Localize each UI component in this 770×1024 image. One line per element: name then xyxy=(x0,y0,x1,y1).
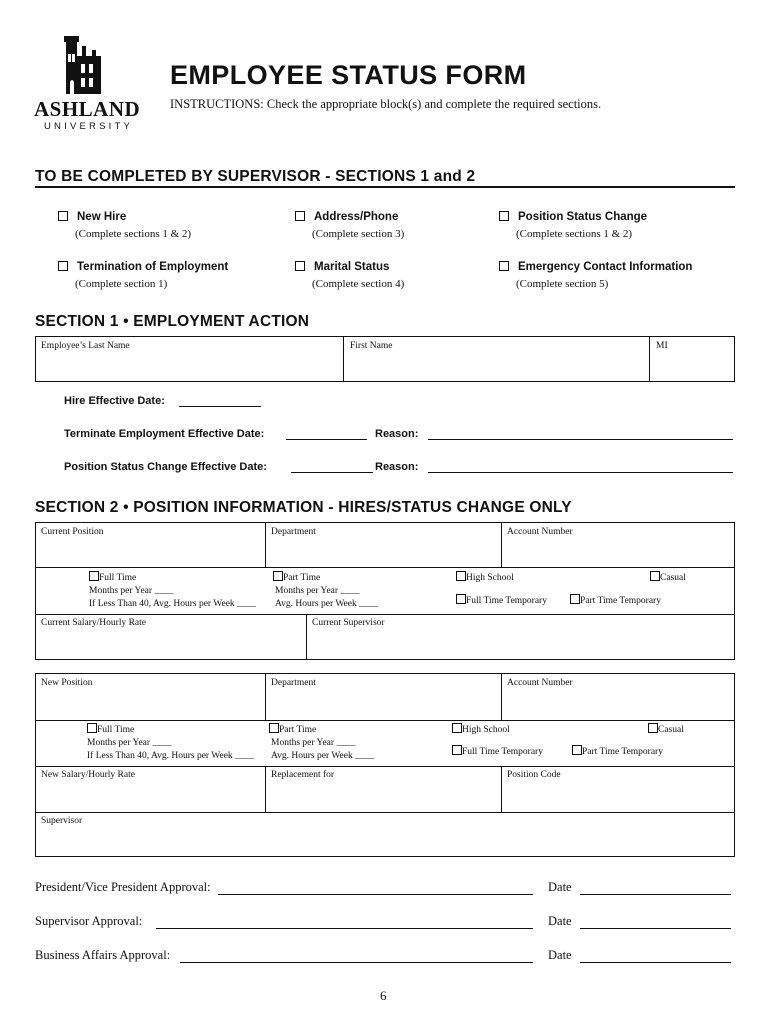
new-part-time-temp-option[interactable] xyxy=(572,745,663,759)
replacement-for-field[interactable]: Replacement for xyxy=(271,770,335,780)
form-title: EMPLOYEE STATUS FORM xyxy=(170,60,527,90)
option-label: Full Time Temporary xyxy=(462,747,543,757)
university-logo-icon xyxy=(62,34,104,96)
president-approval-label: President/Vice President Approval: xyxy=(35,880,211,894)
option-address-phone[interactable] xyxy=(295,207,404,240)
first-name-field[interactable]: First Name xyxy=(350,341,393,351)
divider xyxy=(265,523,266,567)
option-label: Part Time Temporary xyxy=(582,747,663,757)
supervisor-approval-label: Supervisor Approval: xyxy=(35,914,143,928)
checkbox[interactable] xyxy=(650,571,660,581)
current-part-time-option[interactable] xyxy=(273,571,320,585)
option-label: Marital Status xyxy=(314,261,390,273)
business-affairs-signature-field[interactable] xyxy=(180,961,533,963)
hire-effective-date-label: Hire Effective Date: xyxy=(64,395,165,407)
terminate-date-label: Terminate Employment Effective Date: xyxy=(64,428,265,440)
checkbox[interactable] xyxy=(570,594,580,604)
checkbox[interactable] xyxy=(572,745,582,755)
current-department-field[interactable]: Department xyxy=(271,527,316,537)
new-ft-hours: If Less Than 40, Avg. Hours per Week ____ xyxy=(87,751,255,761)
option-emergency-contact[interactable] xyxy=(499,257,692,290)
option-note: (Complete sections 1 & 2) xyxy=(516,228,633,240)
new-full-time-temp-option[interactable] xyxy=(452,745,543,759)
status-change-reason-label: Reason: xyxy=(375,461,419,473)
checkbox[interactable] xyxy=(58,261,68,271)
divider xyxy=(306,614,307,659)
option-label: High School xyxy=(462,725,510,735)
divider xyxy=(265,674,266,720)
current-position-field[interactable]: Current Position xyxy=(41,527,104,537)
option-label: Full Time xyxy=(97,725,135,735)
option-note: (Complete sections 1 & 2) xyxy=(75,228,192,240)
new-pt-months: Months per Year ____ xyxy=(271,738,356,748)
option-note: (Complete section 5) xyxy=(516,278,609,290)
business-affairs-date-label: Date xyxy=(548,948,572,962)
page-number: 6 xyxy=(380,988,387,1003)
new-salary-field[interactable]: New Salary/Hourly Rate xyxy=(41,770,135,780)
employee-name-table xyxy=(35,336,735,382)
current-account-number-field[interactable]: Account Number xyxy=(507,527,573,537)
new-position-field[interactable]: New Position xyxy=(41,678,93,688)
new-ft-months: Months per Year ____ xyxy=(87,738,172,748)
option-marital-status[interactable] xyxy=(295,257,404,290)
university-subtitle: UNIVERSITY xyxy=(44,121,134,132)
option-label: Full Time Temporary xyxy=(466,596,547,606)
status-change-reason-field[interactable] xyxy=(428,471,733,473)
new-supervisor-field[interactable]: Supervisor xyxy=(41,816,83,826)
terminate-reason-label: Reason: xyxy=(375,428,419,440)
president-date-label: Date xyxy=(548,880,572,894)
form-instructions: INSTRUCTIONS: Check the appropriate block(s) and complete the required sections. xyxy=(170,97,602,111)
option-label: Address/Phone xyxy=(314,211,399,223)
option-note: (Complete section 1) xyxy=(75,278,168,290)
checkbox[interactable] xyxy=(273,571,283,581)
middle-initial-field[interactable]: MI xyxy=(656,341,668,351)
supervisor-approval-signature-field[interactable] xyxy=(156,927,533,929)
current-part-time-temp-option[interactable] xyxy=(570,594,661,608)
checkbox[interactable] xyxy=(295,261,305,271)
divider xyxy=(265,766,266,812)
new-full-time-option[interactable] xyxy=(87,723,134,737)
option-label: Position Status Change xyxy=(518,211,648,223)
option-label: Casual xyxy=(658,725,684,735)
status-change-date-label: Position Status Change Effective Date: xyxy=(64,461,267,473)
checkbox[interactable] xyxy=(269,723,279,733)
last-name-field[interactable]: Employee’s Last Name xyxy=(41,341,130,351)
new-casual-option[interactable] xyxy=(648,723,684,737)
divider xyxy=(501,766,502,812)
checkbox[interactable] xyxy=(456,594,466,604)
option-note: (Complete section 3) xyxy=(312,228,405,240)
option-label: High School xyxy=(466,573,514,583)
divider xyxy=(36,567,734,568)
president-date-field[interactable] xyxy=(580,893,731,895)
divider xyxy=(36,766,734,767)
divider xyxy=(649,337,650,381)
terminate-reason-field[interactable] xyxy=(428,438,733,440)
checkbox[interactable] xyxy=(89,571,99,581)
option-note: (Complete section 4) xyxy=(312,278,405,290)
checkbox[interactable] xyxy=(456,571,466,581)
business-affairs-approval-label: Business Affairs Approval: xyxy=(35,948,171,962)
option-new-hire[interactable] xyxy=(58,207,191,240)
section-2-heading: SECTION 2 • POSITION INFORMATION - HIRES/STATUS CHANGE ONLY xyxy=(35,499,572,516)
divider xyxy=(501,674,502,720)
checkbox[interactable] xyxy=(452,745,462,755)
current-salary-field[interactable]: Current Salary/Hourly Rate xyxy=(41,618,147,628)
current-pt-months: Months per Year ____ xyxy=(275,586,360,596)
option-label: Part Time xyxy=(283,573,321,583)
checkbox[interactable] xyxy=(452,723,462,733)
checkbox[interactable] xyxy=(295,211,305,221)
new-account-number-field[interactable]: Account Number xyxy=(507,678,573,688)
option-label: Part Time Temporary xyxy=(580,596,661,606)
checkbox[interactable] xyxy=(499,261,509,271)
new-pt-hours: Avg. Hours per Week ____ xyxy=(271,751,375,761)
supervisor-heading: TO BE COMPLETED BY SUPERVISOR - SECTIONS 1 and 2 xyxy=(35,168,476,185)
supervisor-date-label: Date xyxy=(548,914,572,928)
terminate-date-field[interactable] xyxy=(286,438,367,440)
checkbox[interactable] xyxy=(87,723,97,733)
current-ft-hours: If Less Than 40, Avg. Hours per Week ____ xyxy=(89,599,257,609)
position-code-field[interactable]: Position Code xyxy=(507,770,561,780)
current-full-time-option[interactable] xyxy=(89,571,136,585)
divider xyxy=(343,337,344,381)
divider xyxy=(36,720,734,721)
current-pt-hours: Avg. Hours per Week ____ xyxy=(275,599,379,609)
divider xyxy=(501,523,502,567)
status-change-date-field[interactable] xyxy=(291,471,373,473)
divider xyxy=(36,812,734,813)
option-label: Part Time xyxy=(279,725,317,735)
checkbox[interactable] xyxy=(58,211,68,221)
divider xyxy=(36,614,734,615)
current-ft-months: Months per Year ____ xyxy=(89,586,174,596)
option-label: Termination of Employment xyxy=(77,261,229,273)
option-position-status-change[interactable] xyxy=(499,207,647,240)
checkbox[interactable] xyxy=(499,211,509,221)
business-affairs-date-field[interactable] xyxy=(580,961,731,963)
option-termination[interactable] xyxy=(58,257,228,290)
new-part-time-option[interactable] xyxy=(269,723,316,737)
new-position-table xyxy=(35,673,735,857)
current-high-school-option[interactable] xyxy=(456,571,514,585)
new-high-school-option[interactable] xyxy=(452,723,510,737)
current-supervisor-field[interactable]: Current Supervisor xyxy=(312,618,385,628)
current-full-time-temp-option[interactable] xyxy=(456,594,547,608)
current-casual-option[interactable] xyxy=(650,571,686,585)
section-1-heading: SECTION 1 • EMPLOYMENT ACTION xyxy=(35,313,310,330)
supervisor-date-field[interactable] xyxy=(580,927,731,929)
checkbox[interactable] xyxy=(648,723,658,733)
university-name: ASHLAND xyxy=(34,97,141,121)
new-department-field[interactable]: Department xyxy=(271,678,316,688)
current-position-table xyxy=(35,522,735,660)
hire-effective-date-field[interactable] xyxy=(179,405,261,407)
president-approval-signature-field[interactable] xyxy=(218,893,533,895)
heading-rule xyxy=(35,186,735,188)
option-label: Full Time xyxy=(99,573,137,583)
option-label: Emergency Contact Information xyxy=(518,261,693,273)
option-label: New Hire xyxy=(77,211,127,223)
option-label: Casual xyxy=(660,573,686,583)
